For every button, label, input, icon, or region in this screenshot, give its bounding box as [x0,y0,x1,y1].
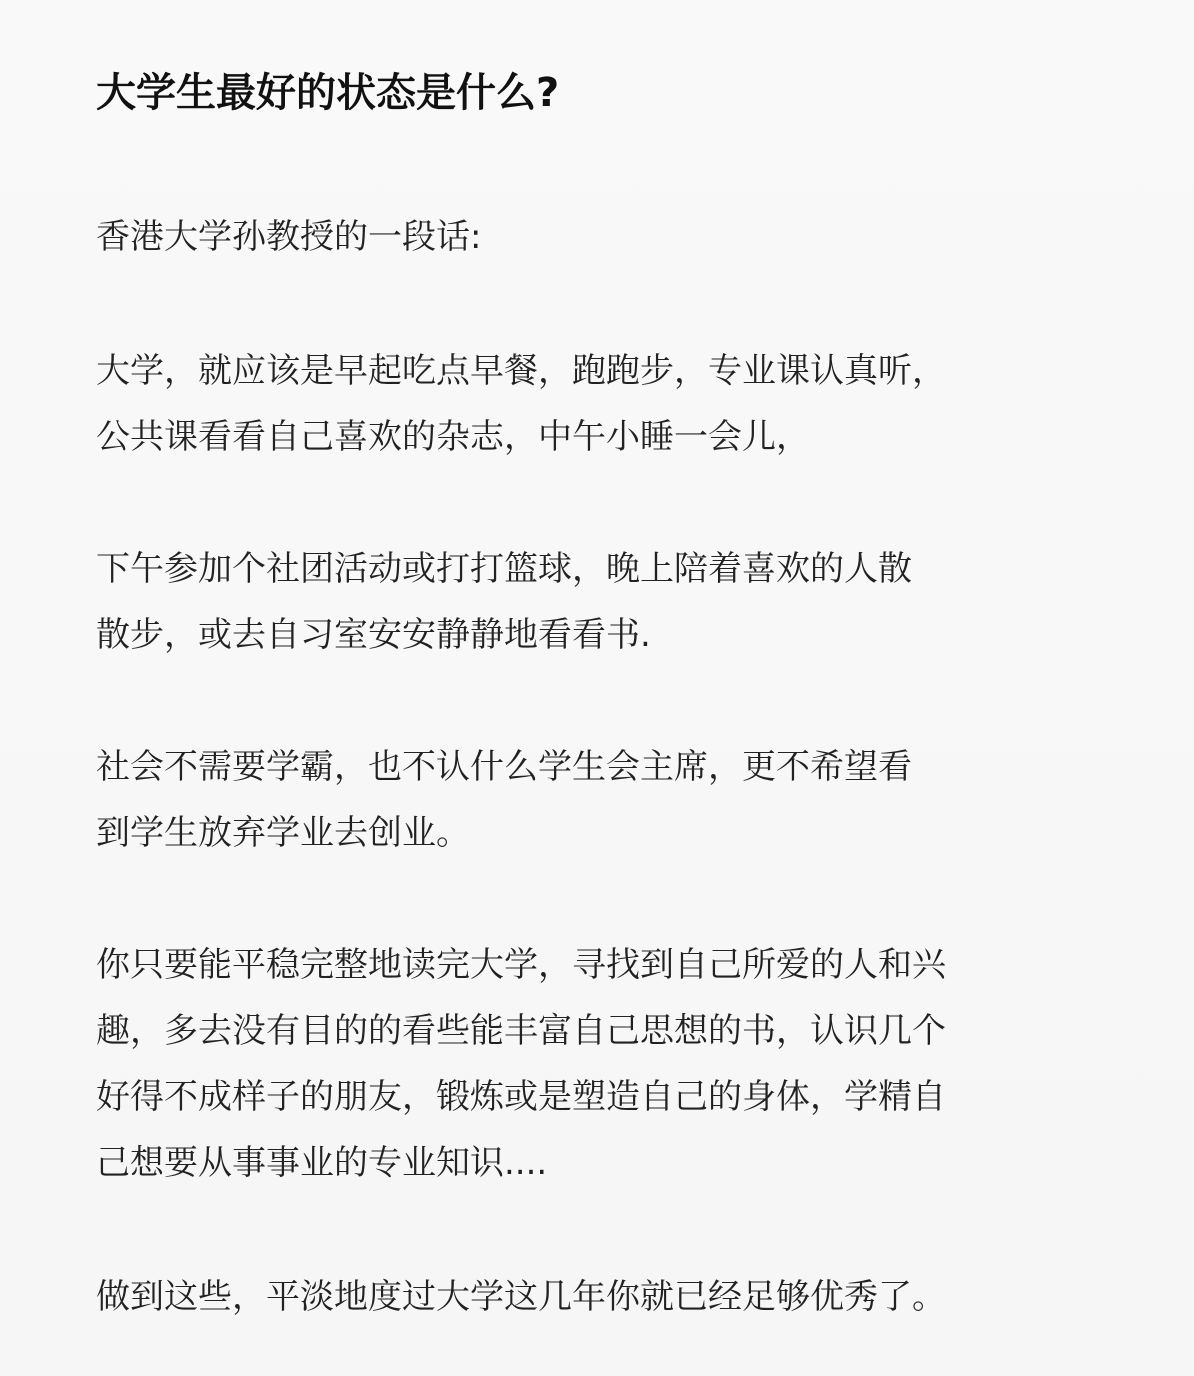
paragraph-line: 散步，或去自习室安安静静地看看书. [96,615,651,655]
paragraph-2 [96,536,1136,668]
paragraph-line: 趣，多去没有目的的看些能丰富自己思想的书，认识几个 [96,1011,946,1051]
paragraph-3 [96,734,1136,866]
paragraph-line: 下午参加个社团活动或打打篮球，晚上陪着喜欢的人散 [96,549,912,589]
paragraph-line: 你只要能平稳完整地读完大学，寻找到自己所爱的人和兴 [96,945,946,985]
paragraph-1 [96,338,1136,470]
closing-line [96,1264,1136,1330]
paragraph-line: 到学生放弃学业去创业。 [96,813,470,853]
intro-line [96,204,1136,270]
paragraph-line: 公共课看看自己喜欢的杂志，中午小睡一会儿， [96,417,810,457]
paragraph-line: 社会不需要学霸，也不认什么学生会主席，更不希望看 [96,747,912,787]
paragraph-line: 己想要从事事业的专业知识.... [96,1143,548,1183]
closing-text: 做到这些，平淡地度过大学这几年你就已经足够优秀了。 [96,1277,946,1317]
intro-text: 香港大学孙教授的一段话: [96,217,482,257]
paragraph-line: 大学，就应该是早起吃点早餐，跑跑步，专业课认真听， [96,351,946,391]
paragraph-line: 好得不成样子的朋友，锻炼或是塑造自己的身体，学精自 [96,1077,946,1117]
article-title: 大学生最好的状态是什么? [96,70,560,116]
paragraph-4 [96,932,1136,1196]
